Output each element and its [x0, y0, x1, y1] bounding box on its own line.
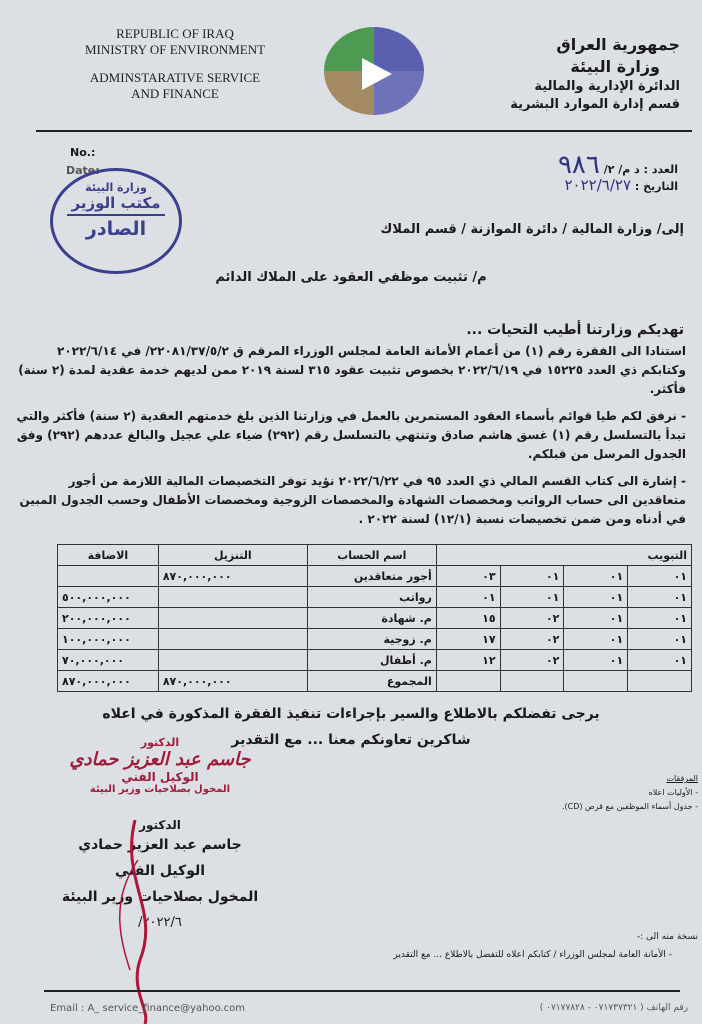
closing-thanks: شاكرين تعاونكم معنا ... مع التقدير [231, 732, 471, 748]
total-deduction: ٨٧٠,٠٠٠,٠٠٠ [158, 671, 307, 692]
ministry-ar: وزارة البيئة [570, 57, 660, 76]
footer-divider [44, 990, 680, 992]
no-label-en: No.: [70, 146, 96, 159]
signatory-authority: المخول بصلاحيات وزير البيئة [61, 889, 259, 905]
header-addition: الاضافة [58, 545, 159, 566]
addition-cell: ٧٠,٠٠٠,٠٠٠ [58, 650, 159, 671]
code-cell: ٠٢ [500, 608, 564, 629]
ref-date-label: التاريخ : [634, 180, 678, 193]
body-paragraphs [16, 342, 686, 529]
code-cell: ٠١ [564, 608, 628, 629]
handwritten-signature [100, 820, 180, 1024]
account-cell: م. أطفال [307, 650, 436, 671]
header-arabic [440, 34, 680, 114]
code-cell: ٠١ [564, 566, 628, 587]
allocation-table [57, 544, 692, 692]
stamp-line3: الصادر [85, 218, 147, 240]
code-cell: ٠١ [628, 629, 692, 650]
paragraph-2: - نرفق لكم طيا قوائم بأسماء العقود المستمرين بالعمل في وزارتنا الذين بلغ خدمتهم العقدية (٢ سنة) فأكثر والتي تبدأ بالتسلسل رقم (١) غسق هاشم صادق وتنتهي بالتسلسل رقم (٢٩٢) ضياء علي عجيل والبالغ عددهم (٢٩٢) وفق الجدول المرسل من قبلكم. [16, 409, 686, 461]
country-ar: جمهورية العراق [556, 35, 680, 54]
code-cell: ٠١ [628, 608, 692, 629]
table-row [58, 608, 692, 629]
code-cell: ١٧ [436, 629, 500, 650]
attachment-item: - الأوليات اعلاه [648, 788, 698, 797]
signature-date: ٢٠٢٢/٦/ [138, 915, 182, 930]
table-row [58, 566, 692, 587]
account-cell: م. شهادة [307, 608, 436, 629]
department-en: ADMINSTARATIVE SERVICE [89, 70, 261, 85]
code-cell: ١٥ [436, 608, 500, 629]
table-total-row [58, 671, 692, 692]
issued-stamp [50, 168, 182, 274]
table-header-row [58, 545, 692, 566]
account-cell: أجور متعاقدين [307, 566, 436, 587]
code-cell: ١٢ [436, 650, 500, 671]
footer-phone: رقم الهاتف ( ٠٧١٧٣٧٣٢١ - ٠٧١٧٧٨٢٨ ) [539, 1003, 688, 1013]
footer-email: Email : A_ service_finance@yahoo.com [50, 1003, 246, 1014]
code-cell: ٠٢ [500, 629, 564, 650]
code-cell: ٠١ [628, 650, 692, 671]
code-cell: ٠١ [564, 587, 628, 608]
deduction-cell [158, 629, 307, 650]
code-cell: ٠١ [564, 650, 628, 671]
code-cell: ٠١ [564, 629, 628, 650]
deduction-cell [158, 587, 307, 608]
deduction-cell: ٨٧٠,٠٠٠,٠٠٠ [158, 566, 307, 587]
paragraph-3: - إشارة الى كتاب القسم المالي ذي العدد ٩٥ في ٢٠٢٢/٦/٢٢ نؤيد توفر التخصيصات المالية اللازمة من أجور متعاقدين الى حساب الرواتب ومخصصات الشهادة والمخصصات الزوجية ومخصصات الأطفال وحسب الجدول المبين في أدناه ومن ضمن تخصيصات نسبة (١٢/١) لسنة ٢٠٢٢ . [19, 474, 686, 526]
date-label-en: Date: [66, 164, 100, 177]
attachments-title: المرفقات [666, 774, 698, 783]
code-cell: ٠١ [628, 587, 692, 608]
attachment-item: - جدول أسماء الموظفين مع قرص (CD). [561, 802, 698, 811]
account-cell: رواتب [307, 587, 436, 608]
deduction-cell [158, 608, 307, 629]
addition-cell: ٥٠٠,٠٠٠,٠٠٠ [58, 587, 159, 608]
header-divider [36, 130, 692, 132]
recipient: إلى/ وزارة المالية / دائرة الموازنة / قسم الملاك [380, 222, 684, 237]
header-account: اسم الحساب [307, 545, 436, 566]
sig-stamp-name: جاسم عبد العزيز حمادي [69, 749, 251, 770]
department-en-2: AND FINANCE [131, 86, 219, 101]
deduction-cell [158, 650, 307, 671]
signatory-title: الدكتور [139, 818, 181, 832]
stamp-line1: وزارة البيئة [85, 181, 147, 194]
ref-date-value: ٢٠٢٢/٦/٢٧ [564, 176, 632, 194]
addition-cell [58, 566, 159, 587]
code-cell: ٠١ [500, 566, 564, 587]
sig-stamp-title: الدكتور [140, 736, 180, 749]
ref-date [565, 176, 679, 194]
ministry-logo [318, 22, 430, 120]
stamp-line2: مكتب الوزير [71, 194, 161, 212]
table-row [58, 650, 692, 671]
ref-number-label: العدد : د م/ ٢/ [603, 163, 678, 176]
header-deduction: التنزيل [158, 545, 307, 566]
signatory-role: الوكيل الفني [114, 863, 206, 879]
total-addition: ٨٧٠,٠٠٠,٠٠٠ [58, 671, 159, 692]
copy-to-item: - الأمانة العامة لمجلس الوزراء / كتابكم اعلاه للتفضل بالاطلاع ... مع التقدير [393, 950, 672, 960]
account-cell: م. زوجية [307, 629, 436, 650]
paragraph-1: استنادا الى الفقرة رقم (١) من أعمام الأمانة العامة لمجلس الوزراء المرقم ق ٢٢٠٨١/٣٧/٥/٢/ في ٢٠٢٢/٦/١٤ وكتابكم ذي العدد ١٥٢٢٥ في ٢٠٢٢/٦/١٩ بخصوص تثبيت عقود ٣١٥ لسنة ٢٠١٩ ممن لديهم خدمة عقدية لمدة (٢ سنة) فأكثر. [18, 344, 686, 396]
total-label: المجموع [307, 671, 436, 692]
code-cell: ٠٣ [436, 566, 500, 587]
ref-number-value: ٩٨٦ [557, 150, 600, 180]
signatory-name: جاسم عبد العزيز حمادي [78, 837, 242, 853]
closing-request: يرجى تفضلكم بالاطلاع والسير بإجراءات تنفيذ الفقرة المذكورة في اعلاه [102, 706, 600, 722]
sig-stamp-authority: المخول بصلاحيات وزير البيئة [89, 784, 231, 795]
code-cell: ٠٢ [500, 650, 564, 671]
section-ar: قسم إدارة الموارد البشرية [510, 97, 680, 112]
code-cell: ٠١ [500, 587, 564, 608]
sig-stamp-role: الوكيل الفني [121, 770, 199, 784]
header-english [60, 26, 290, 102]
code-cell: ٠١ [436, 587, 500, 608]
attachments [562, 772, 698, 814]
code-cell: ٠١ [628, 566, 692, 587]
header-classification: التبويب [436, 545, 691, 566]
addition-cell: ٢٠٠,٠٠٠,٠٠٠ [58, 608, 159, 629]
greeting: تهديكم وزارتنا أطيب التحيات ... [466, 322, 684, 338]
ministry-en: MINISTRY OF ENVIRONMENT [84, 42, 266, 57]
department-ar: الدائرة الإدارية والمالية [534, 79, 680, 94]
copy-to-title: نسخة منه الى :- [636, 932, 698, 942]
subject: م/ تثبيت موظفي العقود على الملاك الدائم [215, 270, 487, 285]
addition-cell: ١٠٠,٠٠٠,٠٠٠ [58, 629, 159, 650]
country-en: REPUBLIC OF IRAQ [116, 26, 234, 41]
table-row [58, 587, 692, 608]
table-row [58, 629, 692, 650]
signature-stamp [60, 736, 260, 795]
